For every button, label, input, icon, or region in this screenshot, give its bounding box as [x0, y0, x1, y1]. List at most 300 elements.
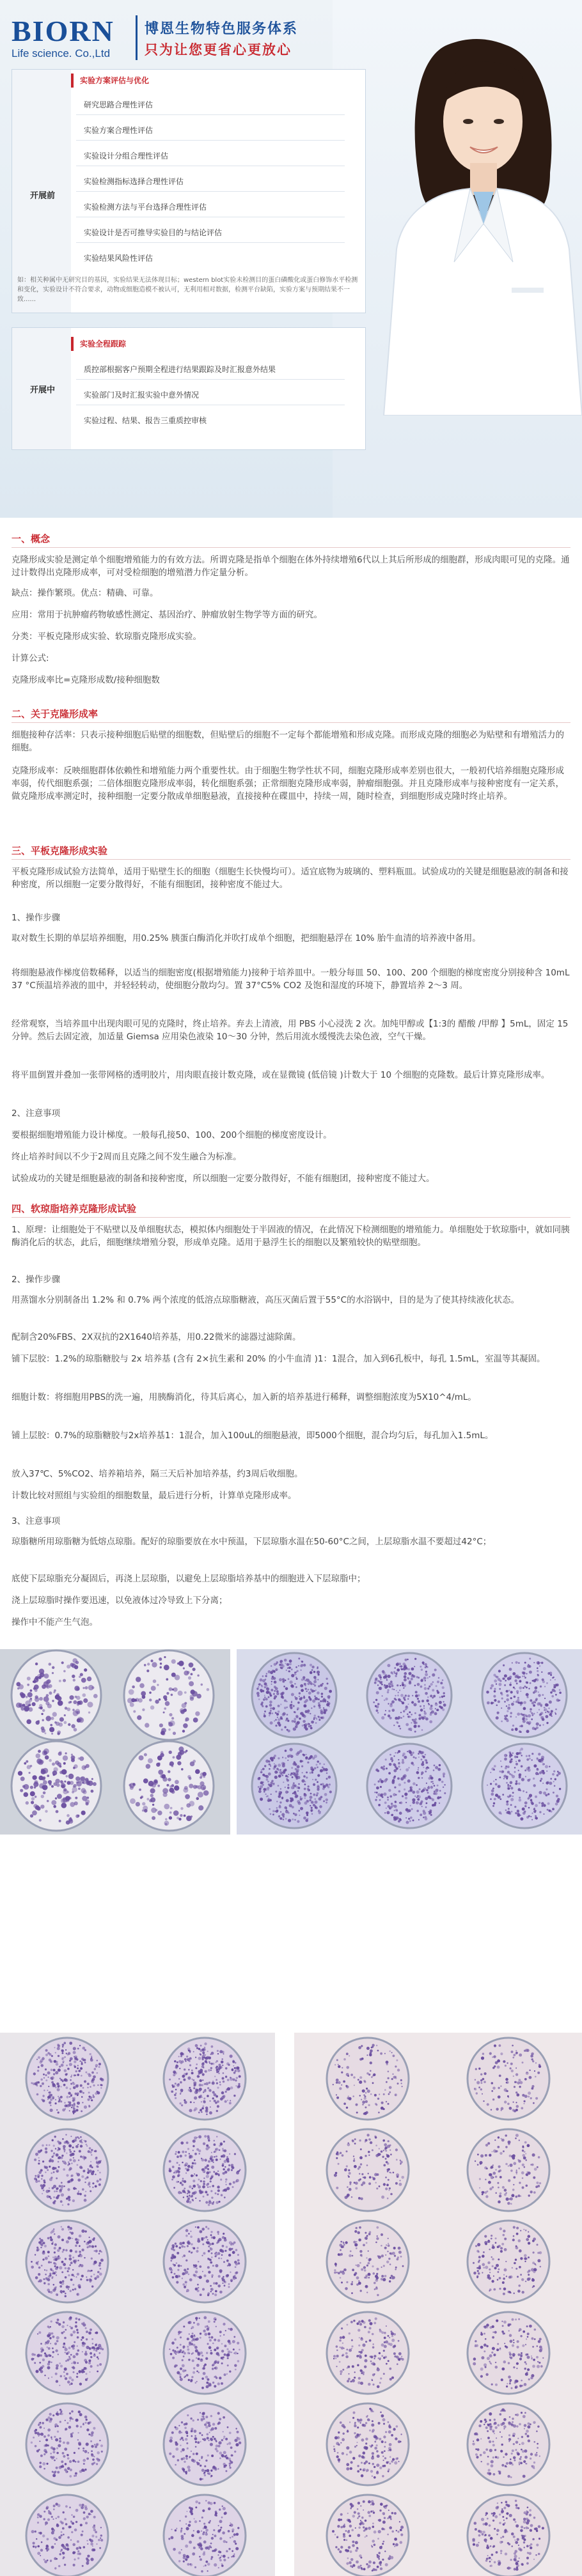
colony-dot — [375, 2317, 377, 2320]
colony-dot — [354, 2377, 356, 2378]
colony-dot — [36, 1721, 40, 1725]
colony-dot — [260, 1679, 263, 1682]
colony-dot — [208, 2271, 210, 2274]
colony-dot — [361, 2269, 363, 2271]
colony-dot — [515, 2081, 517, 2083]
colony-dot — [401, 2176, 404, 2179]
colony-dot — [198, 2358, 200, 2361]
colony-dot — [385, 1758, 387, 1760]
colony-dot — [510, 1697, 512, 1699]
colony-dot — [476, 2081, 480, 2084]
colony-dot — [285, 1806, 287, 1809]
colony-dot — [50, 2099, 52, 2101]
colony-dot — [175, 1780, 179, 1785]
colony-dot — [46, 2355, 48, 2357]
colony-dot — [69, 2254, 72, 2257]
colony-dot — [43, 1681, 49, 1686]
colony-dot — [85, 1686, 88, 1689]
colony-dot — [393, 1755, 395, 1757]
colony-dot — [279, 1678, 282, 1681]
colony-dot — [324, 1793, 327, 1796]
colony-dot — [318, 1716, 320, 1718]
colony-dot — [200, 2231, 202, 2233]
colony-dot — [295, 1666, 297, 1668]
colony-dot — [265, 1705, 268, 1708]
colony-dot — [84, 2182, 86, 2183]
colony-dot — [340, 2277, 342, 2279]
colony-dot — [515, 1728, 518, 1731]
colony-dot — [174, 2273, 176, 2275]
colony-dot — [215, 2264, 218, 2267]
colony-dot — [329, 1690, 332, 1693]
colony-dot — [52, 1666, 54, 1669]
colony-dot — [183, 1723, 188, 1728]
phase-before-item: 实验检测方法与平台选择合理性评估 — [84, 203, 207, 212]
colony-dot — [211, 2166, 214, 2169]
colony-dot — [537, 2166, 539, 2168]
colony-dot — [382, 1672, 386, 1675]
colony-dot — [238, 2085, 240, 2088]
colony-dot — [442, 1709, 444, 1711]
colony-dot — [394, 1787, 396, 1788]
colony-dot — [205, 2109, 208, 2112]
colony-dot — [147, 1663, 150, 1665]
colony-dot — [345, 2085, 347, 2087]
colony-dot — [393, 1804, 395, 1806]
colony-dot — [216, 2201, 219, 2205]
colony-dot — [68, 1723, 70, 1726]
colony-dot — [198, 2287, 200, 2289]
colony-dot — [222, 2148, 224, 2150]
s4-paragraph: 浇上层琼脂时操作要迅速，以免液体过冷导致上下分离； — [12, 1595, 228, 1606]
colony-dot — [408, 1728, 411, 1730]
colony-dot — [346, 2107, 348, 2109]
colony-dot — [424, 1684, 426, 1686]
colony-dot — [209, 2339, 212, 2341]
colony-dot — [175, 2242, 177, 2244]
colony-dot — [170, 2260, 172, 2262]
colony-dot — [533, 1784, 536, 1787]
colony-dot — [421, 1806, 423, 1807]
colony-dot — [149, 1698, 152, 1701]
colony-dot — [230, 2077, 232, 2079]
colony-dot — [432, 1798, 434, 1801]
colony-dot — [205, 2089, 207, 2091]
colony-dot — [62, 2044, 65, 2046]
colony-dot — [59, 2142, 61, 2145]
colony-dot — [172, 2166, 175, 2168]
colony-dot — [30, 1814, 33, 1817]
colony-dot — [427, 1677, 429, 1679]
colony-dot — [413, 1782, 416, 1785]
colony-dot — [537, 1773, 539, 1775]
colony-dot — [135, 1698, 139, 1702]
colony-dot — [88, 2150, 90, 2153]
colony-dot — [381, 1716, 384, 1719]
colony-dot — [270, 1781, 272, 1784]
colony-dot — [401, 2356, 402, 2357]
colony-dot — [35, 2276, 38, 2279]
colony-dot — [63, 1762, 66, 1765]
colony-dot — [520, 2196, 521, 2197]
colony-dot — [227, 2087, 230, 2090]
colony-dot — [40, 2150, 42, 2152]
colony-dot — [435, 1702, 437, 1704]
colony-dot — [207, 2328, 210, 2331]
colony-dot — [63, 2347, 65, 2348]
colony-dot — [476, 2092, 478, 2094]
colony-dot — [84, 1668, 87, 1672]
colony-dot — [50, 1724, 52, 1726]
colony-dot — [225, 2067, 228, 2070]
colony-dot — [196, 2175, 198, 2176]
colony-dot — [260, 1703, 263, 1705]
colony-dot — [352, 2281, 353, 2283]
colony-dot — [233, 2242, 236, 2244]
colony-dot — [192, 2359, 194, 2362]
colony-dot — [42, 2359, 45, 2361]
colony-dot — [77, 2336, 79, 2339]
colony-dot — [418, 1753, 420, 1755]
colony-dot — [298, 1783, 300, 1785]
colony-dot — [72, 2099, 75, 2102]
colony-dot — [77, 2048, 79, 2050]
colony-dot — [504, 1701, 506, 1703]
colony-dot — [353, 2155, 354, 2157]
colony-dot — [44, 2245, 47, 2247]
colony-dot — [276, 1692, 279, 1695]
colony-dot — [60, 2375, 63, 2378]
colony-dot — [315, 1689, 317, 1691]
colony-dot — [379, 2357, 381, 2359]
colony-dot — [500, 2086, 501, 2087]
colony-dot — [187, 2191, 190, 2193]
colony-dot — [437, 1768, 441, 1771]
colony-dot — [202, 2079, 203, 2081]
colony-dot — [184, 1702, 187, 1705]
colony-dot — [61, 2325, 65, 2329]
colony-dot — [404, 1679, 407, 1682]
colony-dot — [16, 1682, 20, 1686]
colony-dot — [51, 2320, 52, 2322]
colony-dot — [505, 2134, 507, 2137]
colony-dot — [300, 1807, 303, 1810]
colony-dot — [38, 2162, 40, 2164]
colony-dot — [90, 2329, 92, 2331]
colony-dot — [401, 1701, 402, 1702]
colony-dot — [97, 2060, 98, 2061]
colony-dot — [304, 1783, 306, 1785]
colony-dot — [507, 2103, 510, 2106]
colony-dot — [184, 2099, 185, 2101]
colony-dot — [57, 2318, 59, 2321]
colony-dot — [74, 2074, 75, 2076]
colony-dot — [221, 2061, 224, 2064]
colony-dot — [400, 2160, 401, 2161]
colony-dot — [203, 2237, 205, 2239]
colony-dot — [498, 1785, 501, 1788]
colony-dot — [65, 2140, 68, 2143]
colony-dot — [484, 2332, 485, 2334]
colony-dot — [303, 1676, 305, 1679]
colony-dot — [519, 1686, 522, 1689]
colony-dot — [423, 1767, 424, 1768]
colony-dot — [89, 2347, 90, 2348]
colony-dot — [349, 2182, 352, 2184]
colony-dot — [506, 1803, 508, 1806]
colony-dot — [217, 2193, 219, 2195]
colony-dot — [503, 2293, 505, 2295]
colony-dot — [81, 2139, 83, 2141]
colony-dot — [274, 1765, 276, 1768]
colony-dot — [336, 2355, 338, 2357]
colony-dot — [526, 2072, 529, 2075]
colony-dot — [192, 2187, 194, 2189]
colony-dot — [97, 2371, 98, 2373]
colony-dot — [90, 2371, 91, 2373]
colony-dot — [418, 1777, 420, 1779]
colony-dot — [212, 2382, 214, 2384]
colony-dot — [93, 2084, 95, 2086]
colony-dot — [48, 2354, 51, 2357]
colony-dot — [388, 2335, 389, 2337]
colony-dot — [366, 2257, 367, 2258]
colony-dot — [411, 1808, 413, 1810]
colony-dot — [376, 2226, 379, 2229]
colony-dot — [388, 1675, 391, 1678]
colony-dot — [526, 2049, 530, 2052]
colony-dot — [547, 1793, 549, 1795]
colony-dot — [498, 2136, 499, 2138]
colony-dot — [54, 2343, 57, 2345]
colony-dot — [56, 2177, 58, 2179]
colony-dot — [91, 2099, 93, 2101]
colony-dot — [519, 1774, 521, 1776]
colony-dot — [283, 1771, 286, 1774]
colony-dot — [99, 2250, 102, 2253]
colony-dot — [94, 2150, 95, 2152]
colony-dot — [184, 1815, 186, 1817]
colony-dot — [300, 1796, 302, 1798]
colony-dot — [34, 2362, 36, 2364]
colony-dot — [529, 2076, 532, 2079]
colony-dot — [173, 2249, 175, 2251]
colony-dot — [414, 1731, 416, 1733]
colony-dot — [285, 1818, 287, 1820]
colony-dot — [54, 2191, 56, 2192]
colony-dot — [403, 1696, 405, 1699]
phase-before-accent — [71, 74, 74, 88]
colony-dot — [90, 2096, 93, 2099]
colony-dot — [137, 1715, 141, 1719]
colony-dot — [61, 1661, 64, 1664]
colony-dot — [386, 2061, 389, 2064]
colony-dot — [290, 1680, 293, 1684]
s4-paragraph: 1、原理：让细胞处于不贴壁以及单细胞状态，模拟体内细胞处于半固液的情况，在此情况下检测细胞的增殖能力。单细胞处于软琼脂中，就如同胰酶消化后的状态，此后，细胞继续增殖分裂，形成单克隆。适用于悬浮生长的细胞以及繁殖较快的贴壁细胞。 — [12, 1225, 570, 1248]
colony-dot — [193, 2180, 195, 2182]
colony-dot — [547, 1711, 550, 1714]
colony-dot — [418, 1767, 419, 1769]
colony-dot — [144, 1664, 146, 1666]
colony-dot — [85, 2191, 86, 2192]
colony-dot — [71, 2075, 72, 2076]
colony-dot — [503, 2060, 505, 2063]
colony-dot — [306, 1771, 308, 1773]
colony-dot — [27, 1677, 31, 1680]
colony-dot — [61, 1769, 67, 1775]
colony-dot — [383, 1792, 386, 1796]
colony-dot — [434, 1669, 437, 1672]
colony-dot — [384, 1700, 386, 1702]
colony-dot — [532, 2153, 535, 2157]
colony-dot — [499, 2152, 502, 2155]
colony-dot — [150, 1797, 155, 1803]
colony-dot — [349, 2055, 350, 2056]
colony-dot — [280, 1788, 281, 1790]
colony-dot — [542, 1724, 544, 1725]
colony-dot — [216, 2095, 218, 2098]
colony-dot — [181, 2060, 184, 2063]
colony-dot — [270, 1721, 273, 1725]
colony-dot — [44, 2269, 45, 2270]
colony-dot — [420, 1705, 421, 1707]
colony-dot — [324, 1764, 326, 1765]
colony-dot — [221, 2343, 223, 2345]
colony-dot — [70, 2076, 72, 2077]
colony-dot — [289, 1663, 292, 1665]
colony-dot — [35, 1780, 38, 1784]
colony-dot — [433, 1769, 435, 1771]
colony-dot — [381, 2275, 384, 2277]
colony-dot — [487, 2357, 490, 2360]
colony-dot — [349, 2184, 351, 2185]
colony-dot — [384, 1812, 386, 1813]
colony-dot — [487, 2262, 490, 2264]
colony-dot — [494, 1679, 497, 1682]
colony-dot — [64, 2151, 65, 2152]
colony-dot — [208, 2246, 210, 2247]
colony-dot — [189, 2353, 190, 2354]
colony-dot — [210, 2350, 212, 2351]
colony-dot — [90, 2276, 92, 2277]
colony-dot — [263, 1715, 266, 1718]
colony-dot — [72, 2366, 74, 2368]
colony-dot — [178, 2056, 180, 2057]
colony-dot — [299, 1815, 300, 1816]
colony-dot — [70, 2327, 73, 2329]
colony-dot — [234, 2364, 237, 2367]
colony-dot — [193, 2087, 195, 2089]
colony-dot — [535, 2076, 537, 2078]
colony-dot — [403, 1688, 405, 1689]
colony-dot — [187, 2268, 189, 2270]
colony-dot — [491, 1702, 493, 1704]
colony-dot — [336, 2187, 338, 2189]
colony-dot — [52, 1672, 54, 1674]
colony-dot — [530, 1708, 532, 1711]
colony-dot — [440, 1682, 443, 1684]
colony-dot — [63, 1755, 68, 1760]
colony-dot — [38, 2160, 40, 2161]
colony-dot — [326, 1799, 328, 1801]
colony-dot — [88, 1702, 93, 1707]
colony-dot — [203, 2098, 205, 2100]
colony-dot — [217, 2171, 219, 2172]
colony-dot — [528, 1714, 531, 1718]
colony-dot — [372, 2343, 374, 2345]
colony-dot — [376, 2237, 379, 2240]
colony-dot — [528, 1797, 530, 1799]
colony-dot — [47, 1774, 49, 1777]
colony-dot — [164, 1707, 166, 1710]
colony-dot — [199, 2084, 202, 2087]
colony-dot — [535, 1810, 536, 1812]
colony-dot — [389, 2150, 391, 2151]
colony-dot — [484, 2072, 487, 2075]
colony-dot — [210, 2070, 212, 2071]
colony-dot — [83, 2092, 84, 2094]
colony-dot — [416, 1801, 419, 1804]
colony-dot — [281, 1774, 283, 1776]
colony-dot — [285, 1790, 288, 1794]
colony-dot — [531, 1819, 533, 1820]
colony-dot — [85, 2351, 87, 2353]
colony-dot — [439, 1701, 442, 1704]
colony-dot — [75, 2084, 79, 2088]
colony-dot — [85, 2378, 88, 2381]
colony-dot — [342, 2355, 343, 2357]
colony-dot — [64, 2102, 65, 2104]
colony-dot — [53, 2272, 55, 2274]
colony-dot — [178, 2181, 179, 2182]
s1-paragraph: 计算公式: — [12, 653, 49, 663]
colony-dot — [205, 2236, 208, 2238]
colony-dot — [533, 2238, 536, 2241]
colony-dot — [31, 2353, 34, 2355]
colony-dot — [232, 2060, 234, 2061]
colony-dot — [359, 2095, 361, 2096]
colony-dot — [523, 1667, 526, 1670]
colony-dot — [189, 2153, 190, 2154]
colony-dot — [48, 2347, 51, 2350]
colony-dot — [179, 2102, 181, 2104]
colony-dot — [47, 1800, 49, 1803]
colony-dot — [38, 2267, 41, 2269]
colony-dot — [550, 1691, 553, 1694]
colony-dot — [498, 2269, 500, 2270]
colony-plates-photo-2 — [0, 2033, 582, 2576]
colony-dot — [510, 1798, 514, 1801]
colony-dot — [493, 1695, 496, 1698]
colony-dot — [478, 2086, 480, 2088]
colony-dot — [40, 2347, 43, 2350]
colony-dot — [91, 2338, 93, 2340]
colony-dot — [47, 2237, 50, 2240]
colony-dot — [73, 2051, 76, 2054]
colony-dot — [505, 2192, 507, 2194]
colony-dot — [63, 2061, 65, 2063]
colony-dot — [366, 2235, 368, 2237]
colony-dot — [35, 1697, 40, 1702]
colony-dot — [383, 2108, 385, 2110]
colony-dot — [214, 2293, 217, 2296]
colony-dot — [145, 1723, 149, 1727]
colony-dot — [68, 2288, 69, 2290]
colony-dot — [310, 1793, 312, 1795]
colony-dot — [194, 2097, 197, 2100]
colony-dot — [367, 2090, 370, 2093]
colony-dot — [97, 2356, 98, 2358]
